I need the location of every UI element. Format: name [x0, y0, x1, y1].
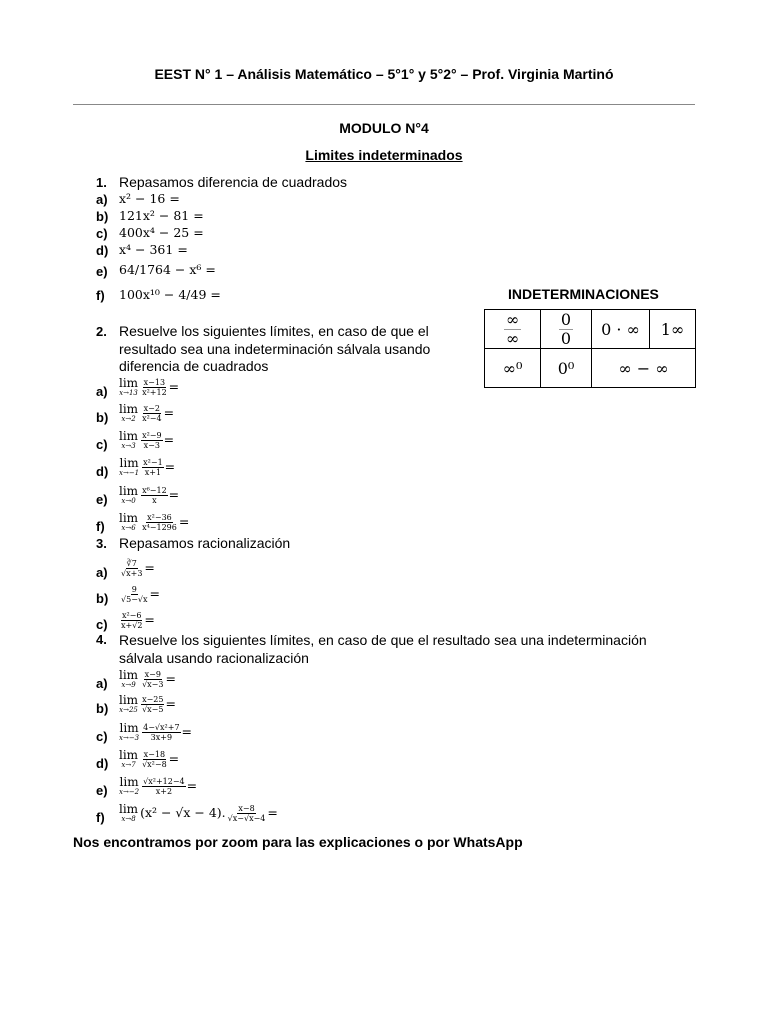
section2-item-expr [119, 404, 174, 423]
section2-item-label: a) [96, 384, 108, 399]
section-2-line-3: diferencia de cuadrados [119, 358, 269, 374]
section3-item-label: a) [96, 565, 108, 580]
indeterminations-table [484, 309, 696, 388]
fraction [141, 750, 168, 769]
section2-item-label: c) [96, 437, 108, 452]
ind-one-pow-inf: 1∞ [650, 310, 696, 349]
section2-item-expr [119, 513, 189, 532]
fraction [142, 723, 180, 742]
denominator: √x+3 [121, 569, 143, 578]
section-2-line-1: Resuelve los siguientes límites, en caso de que el [119, 323, 429, 339]
limit-operator: lim x→−2 [119, 775, 140, 796]
section-4-line-2: sálvala usando racionalización [119, 650, 309, 666]
numerator: x²−1 [143, 458, 163, 467]
equals-sign: = [168, 751, 180, 766]
section3-item-label: c) [96, 617, 108, 632]
numerator: x²−9 [142, 431, 162, 440]
s1-d-expr: x⁴ − 361 = [119, 242, 188, 257]
limit-operator: lim x→−1 [119, 456, 140, 477]
section-4-number: 4. [96, 632, 107, 647]
ind-inf-over-inf: ∞ ∞ [485, 310, 541, 349]
module-title: MODULO N°4 [339, 120, 429, 136]
numerator: x−25 [142, 695, 164, 704]
limit-operator: lim x→6 [119, 511, 139, 532]
section4-item-expr [119, 804, 278, 823]
limit-operator: lim x→9 [119, 668, 139, 689]
section3-item-expr [119, 611, 155, 630]
fraction [120, 585, 149, 604]
s1-a-label: a) [96, 192, 108, 207]
s1-d-label: d) [96, 243, 109, 258]
fraction [141, 378, 168, 397]
section-2-line-2: resultado sea una indeterminación sálvala usando [119, 341, 431, 357]
numerator: x²−6 [121, 611, 142, 620]
denominator: √x²−8 [142, 760, 167, 769]
section4-item-expr [119, 695, 176, 714]
section2-item-expr [119, 431, 174, 450]
document-header: EEST N° 1 – Análisis Matemático – 5°1° y 5°2° – Prof. Virginia Martinó [154, 66, 614, 82]
limit-operator: lim x→2 [119, 402, 139, 423]
denominator: √x−√x−4 [227, 814, 266, 823]
section-3-text: Repasamos racionalización [119, 535, 291, 551]
section3-item-expr [119, 559, 155, 578]
section4-item-label: d) [96, 756, 109, 771]
equals-sign: = [178, 514, 190, 529]
equals-sign: = [163, 432, 175, 447]
fraction [141, 513, 178, 532]
fraction [120, 559, 143, 578]
limit-operator: lim x→−3 [119, 721, 140, 742]
s1-f-label: f) [96, 288, 105, 303]
section3-item-expr [119, 585, 160, 604]
denominator: x²−4 [142, 414, 162, 423]
section2-item-label: d) [96, 464, 109, 479]
equals-sign: = [186, 778, 198, 793]
section2-item-label: b) [96, 410, 109, 425]
header-divider [73, 104, 695, 105]
expr-prefix: (x² − √x − 4). [140, 805, 226, 820]
denominator: x+2 [155, 787, 173, 796]
equals-sign: = [168, 379, 180, 394]
section4-item-label: b) [96, 701, 109, 716]
section-3-number: 3. [96, 536, 107, 551]
section4-item-expr [119, 670, 176, 689]
numerator: x−2 [143, 404, 160, 413]
section-1-text: Repasamos diferencia de cuadrados [119, 174, 348, 190]
section2-item-expr [119, 486, 179, 505]
s1-a-expr: x² − 16 = [119, 191, 180, 206]
equals-sign: = [163, 405, 175, 420]
section4-item-label: f) [96, 810, 105, 825]
equals-sign: = [165, 696, 176, 711]
numerator: x−18 [143, 750, 166, 759]
fraction [141, 404, 163, 423]
fraction [141, 431, 163, 450]
denominator: x²+12 [142, 388, 167, 397]
numerator: x²−36 [147, 513, 172, 522]
denominator: x−3 [143, 441, 160, 450]
denominator: x⁴−1296 [142, 523, 177, 532]
fraction [227, 804, 267, 823]
fraction [120, 611, 143, 630]
section3-item-label: b) [96, 591, 109, 606]
s1-f-expr: 100x¹⁰ − 4/49 = [119, 287, 221, 302]
limit-operator: lim x→8 [119, 802, 139, 823]
footer-note: Nos encontramos por zoom para las explicaciones o por WhatsApp [73, 834, 523, 850]
s1-c-label: c) [96, 226, 108, 241]
section4-item-label: c) [96, 729, 108, 744]
section4-item-expr [119, 750, 179, 769]
section4-item-expr [119, 777, 197, 796]
section-1-number: 1. [96, 175, 107, 190]
ind-zero-over-zero: $\frac{0}{0}$ [541, 310, 592, 349]
section2-item-label: e) [96, 492, 108, 507]
fraction [141, 486, 168, 505]
denominator: x+√2 [121, 621, 143, 630]
limit-operator: lim x→3 [119, 429, 139, 450]
equals-sign: = [181, 724, 193, 739]
limit-operator: lim x→0 [119, 484, 139, 505]
section-2-number: 2. [96, 324, 107, 339]
section-4-line-1: Resuelve los siguientes límites, en caso de que el resultado sea una indeterminación [119, 632, 647, 648]
numerator: √x²+12−4 [143, 777, 185, 786]
section2-item-label: f) [96, 519, 105, 534]
numerator: x⁶−12 [142, 486, 167, 495]
denominator: 3x+9 [150, 733, 173, 742]
equals-sign: = [164, 459, 176, 474]
s1-b-label: b) [96, 209, 109, 224]
fraction [141, 695, 164, 714]
limit-operator: lim x→7 [119, 748, 139, 769]
section4-item-expr [119, 723, 192, 742]
indeterminations-title: INDETERMINACIONES [508, 286, 659, 302]
s1-c-expr: 400x⁴ − 25 = [119, 225, 204, 240]
page-subtitle: Limites indeterminados [305, 147, 463, 163]
s1-e-label: e) [96, 264, 108, 279]
s1-e-expr: 64/1764 − x⁶ = [119, 262, 216, 277]
ind-inf-pow-zero: ∞⁰ [485, 349, 541, 388]
equals-sign: = [144, 612, 155, 627]
fraction [142, 777, 186, 796]
section4-item-label: e) [96, 783, 108, 798]
denominator: √x−5 [142, 705, 164, 714]
section4-item-label: a) [96, 676, 108, 691]
section2-item-expr [119, 458, 175, 477]
limit-operator: lim x→13 [119, 376, 139, 397]
numerator: 9 [131, 585, 137, 594]
equals-sign: = [144, 560, 155, 575]
equals-sign: = [168, 487, 180, 502]
limit-operator: lim x→25 [119, 693, 139, 714]
numerator: x−9 [144, 670, 161, 679]
numerator: x−8 [238, 804, 255, 813]
fraction [142, 458, 164, 477]
numerator: x−13 [143, 378, 166, 387]
denominator: √x−3 [142, 680, 164, 689]
denominator: x [152, 496, 157, 505]
numerator: ∛7 [126, 559, 137, 568]
equals-sign: = [267, 805, 278, 820]
denominator: x+1 [144, 468, 162, 477]
ind-inf-minus-inf: ∞ − ∞ [592, 349, 696, 388]
ind-zero-pow-zero: 0⁰ [541, 349, 592, 388]
denominator: √5−√x [121, 595, 148, 604]
section2-item-expr [119, 378, 179, 397]
numerator: 4−√x²+7 [143, 723, 180, 732]
s1-b-expr: 121x² − 81 = [119, 208, 204, 223]
ind-zero-times-inf: 0 · ∞ [592, 310, 650, 349]
equals-sign: = [149, 586, 160, 601]
equals-sign: = [165, 671, 176, 686]
fraction [141, 670, 164, 689]
